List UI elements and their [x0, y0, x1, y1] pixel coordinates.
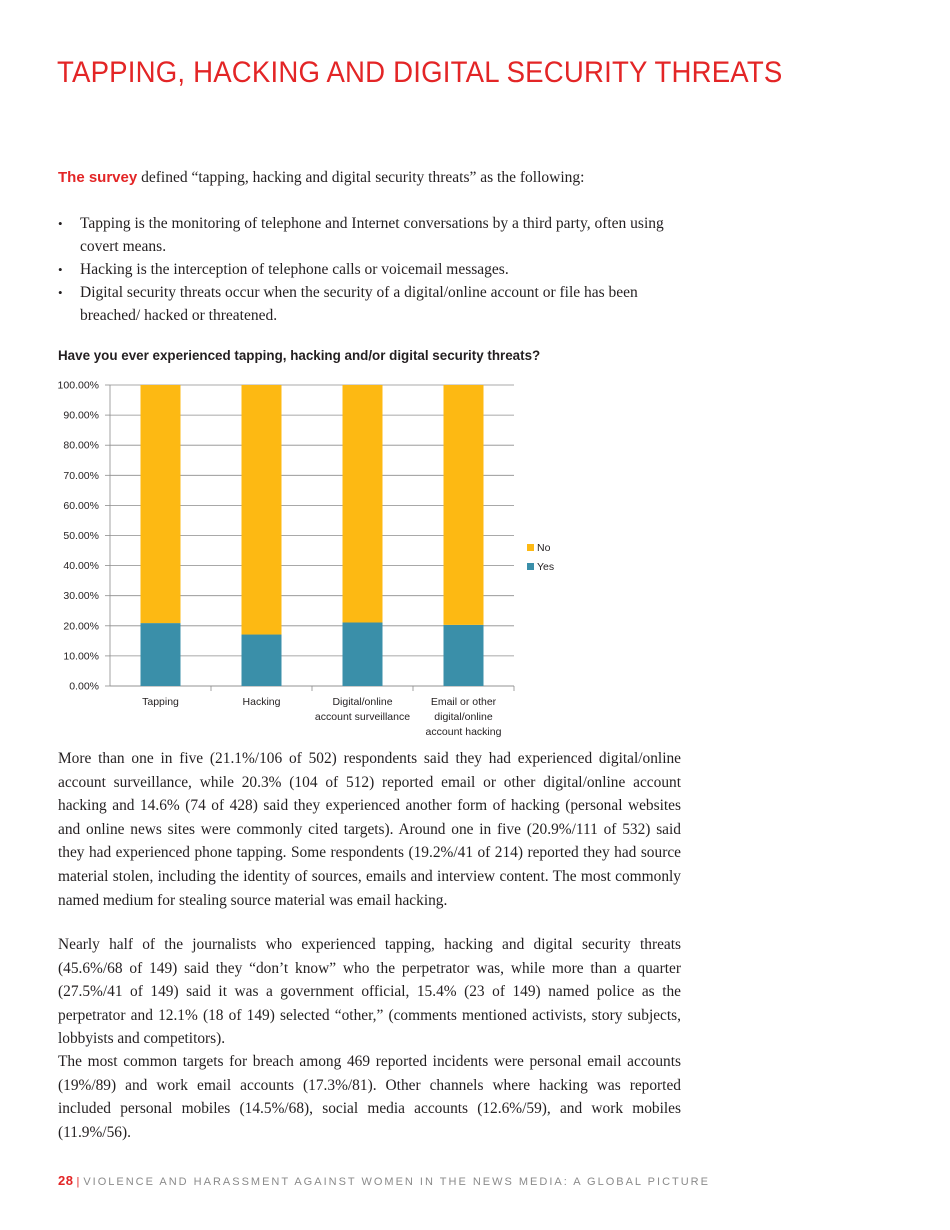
x-tick-label: Digital/online	[332, 696, 393, 708]
y-tick-label: 50.00%	[63, 530, 99, 542]
x-tick-label: Email or other	[430, 696, 497, 708]
body-paragraph-2: Nearly half of the journalists who experienced tapping, hacking and digital security threats (45.6%/68 of 149) said they “don’t know” who the perpetrator was, while more than a quarter (27.5%/41 of 149) said it was a government official, 15.4% (23 of 149) named police as the perpetrator and 12.1% (18 of 149) selected “other,” (comments mentioned activists, story subjects, lobbyists and competitors).	[58, 936, 681, 1048]
definition-hacking: • Hacking is the interception of telephone calls or voicemail messages.	[58, 258, 683, 281]
chart-title: Have you ever experienced tapping, hacking and/or digital security threats?	[58, 348, 541, 363]
intro-rest: defined “tapping, hacking and digital security threats” as the following:	[137, 169, 585, 186]
page-footer	[58, 1173, 710, 1188]
bar-yes	[242, 635, 282, 686]
bar-yes	[444, 625, 484, 686]
x-tick-label: digital/online	[434, 711, 493, 723]
footer-separator: |	[76, 1176, 80, 1188]
bar-no	[141, 385, 181, 623]
body-paragraph-1: More than one in five (21.1%/106 of 502) respondents said they had experienced digital/online account surveillance, while 20.3% (104 of 512) reported email or other digital/online account hacking and 14.6% (74 of 428) said they experienced another form of hacking (personal websites and online news sites were commonly cited targets). Around one in five (20.9%/111 of 532) said they had experienced phone tapping. Some respondents (19.2%/41 of 214) reported they had source material stolen, including the identity of sources, emails and interview content. The most commonly named medium for stealing source material was email hacking.	[58, 750, 681, 909]
y-tick-label: 20.00%	[63, 620, 99, 633]
y-tick-label: 30.00%	[63, 590, 99, 603]
definition-tapping: • Tapping is the monitoring of telephone and Internet conversations by a third party, often using covert means.	[58, 212, 683, 258]
bar-no	[242, 385, 282, 635]
x-tick-label: account surveillance	[314, 711, 411, 723]
page-title: TAPPING, HACKING AND DIGITAL SECURITY THREATS	[57, 56, 783, 89]
y-tick-label: 90.00%	[63, 409, 99, 422]
legend-swatch-yes	[527, 563, 534, 570]
y-tick-label: 40.00%	[63, 560, 99, 573]
definition-digital-threats: • Digital security threats occur when the security of a digital/online account or file has been breached/ hacked or threatened.	[58, 281, 683, 327]
y-tick-label: 10.00%	[63, 650, 99, 663]
y-tick-label: 80.00%	[63, 439, 99, 452]
y-tick-label: 100.00%	[57, 379, 99, 392]
bar-no	[444, 385, 484, 625]
y-tick-label: 60.00%	[63, 499, 99, 512]
x-tick-label: Tapping	[142, 696, 179, 708]
legend-swatch-no	[527, 544, 534, 551]
x-tick-label: account hacking	[425, 726, 502, 738]
legend-label-yes: Yes	[537, 561, 555, 573]
intro-text	[58, 166, 698, 189]
bar-yes	[141, 623, 181, 686]
y-tick-label: 70.00%	[63, 469, 99, 482]
y-tick-label: 0.00%	[69, 680, 99, 693]
page-number: 28	[58, 1173, 74, 1188]
body-paragraph-3: The most common targets for breach among 469 reported incidents were personal email accounts (19%/89) and work email accounts (17.3%/81). Other channels where hacking was reported included personal mobiles (14.5%/68), social media accounts (12.6%/59), and work mobiles (11.9%/56).	[58, 1053, 681, 1141]
legend-label-no: No	[537, 542, 551, 554]
definition-list	[58, 212, 683, 327]
bar-yes	[343, 622, 383, 686]
intro-lead: The survey	[58, 169, 138, 186]
stacked-bar-chart	[50, 372, 580, 742]
publication-title: VIOLENCE AND HARASSMENT AGAINST WOMEN IN THE NEWS MEDIA: A GLOBAL PICTURE	[83, 1176, 710, 1188]
bar-no	[343, 385, 383, 622]
x-tick-label: Hacking	[242, 696, 281, 708]
